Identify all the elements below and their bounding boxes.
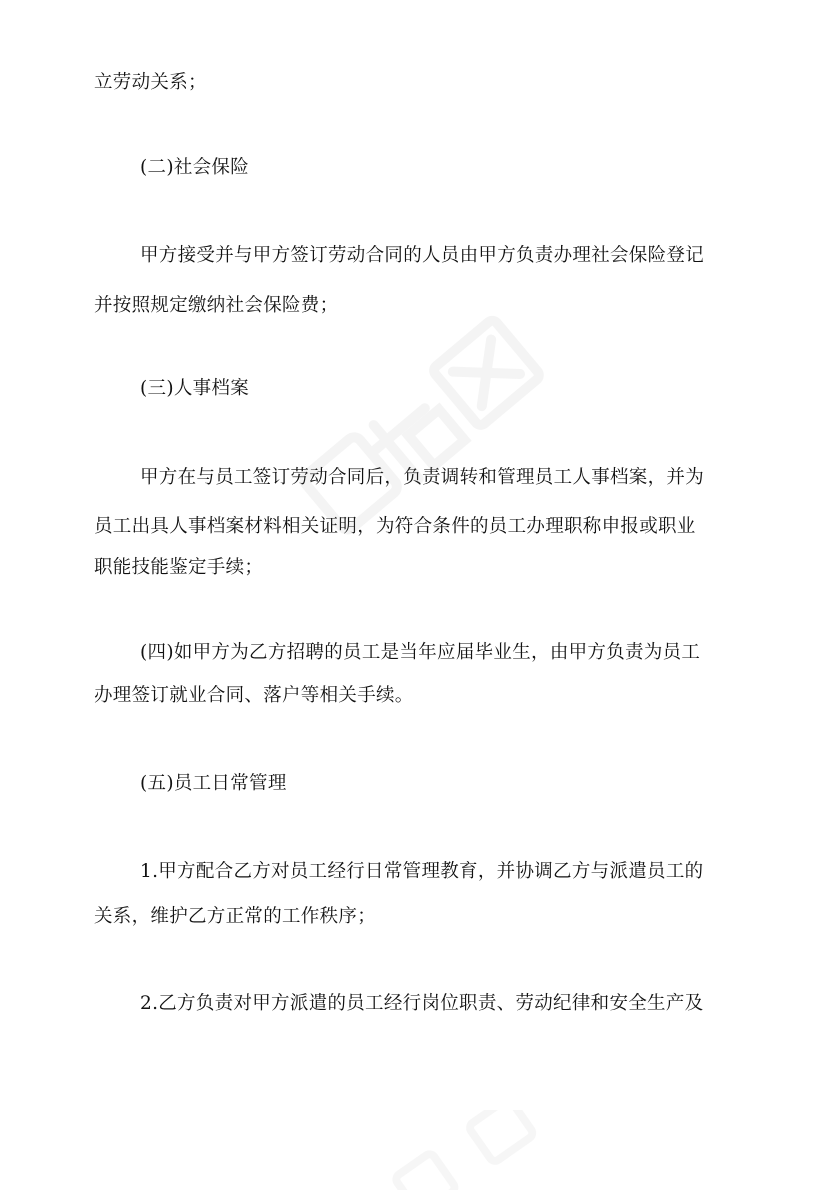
- section-heading-social-insurance: (二)社会保险: [140, 157, 250, 178]
- paragraph-line: (四)如甲方为乙方招聘的员工是当年应届毕业生，由甲方负责为员工: [140, 642, 701, 663]
- paragraph-line: 甲方接受并与甲方签订劳动合同的人员由甲方负责办理社会保险登记: [140, 245, 705, 266]
- paragraph-line: 立劳动关系；: [94, 72, 207, 93]
- paragraph-line: 职能技能鉴定手续；: [94, 557, 264, 578]
- section-heading-daily-management: (五)员工日常管理: [140, 773, 287, 794]
- paragraph-line: 员工出具人事档案材料相关证明，为符合条件的员工办理职称申报或职业: [94, 516, 696, 537]
- list-item-2: 2.乙方负责对甲方派遣的员工经行岗位职责、劳动纪律和安全生产及: [140, 993, 704, 1014]
- list-item-1: 1.甲方配合乙方对员工经行日常管理教育，并协调乙方与派遣员工的: [140, 861, 704, 882]
- paragraph-line: 办理签订就业合同、落户等相关手续。: [94, 685, 414, 706]
- section-heading-personnel-file: (三)人事档案: [140, 378, 250, 399]
- paragraph-line: 甲方在与员工签订劳动合同后，负责调转和管理员工人事档案，并为: [140, 467, 705, 488]
- paragraph-line: 关系，维护乙方正常的工作秩序；: [94, 906, 377, 927]
- watermark-logo-bottom: [330, 1110, 590, 1190]
- paragraph-line: 并按照规定缴纳社会保险费；: [94, 295, 339, 316]
